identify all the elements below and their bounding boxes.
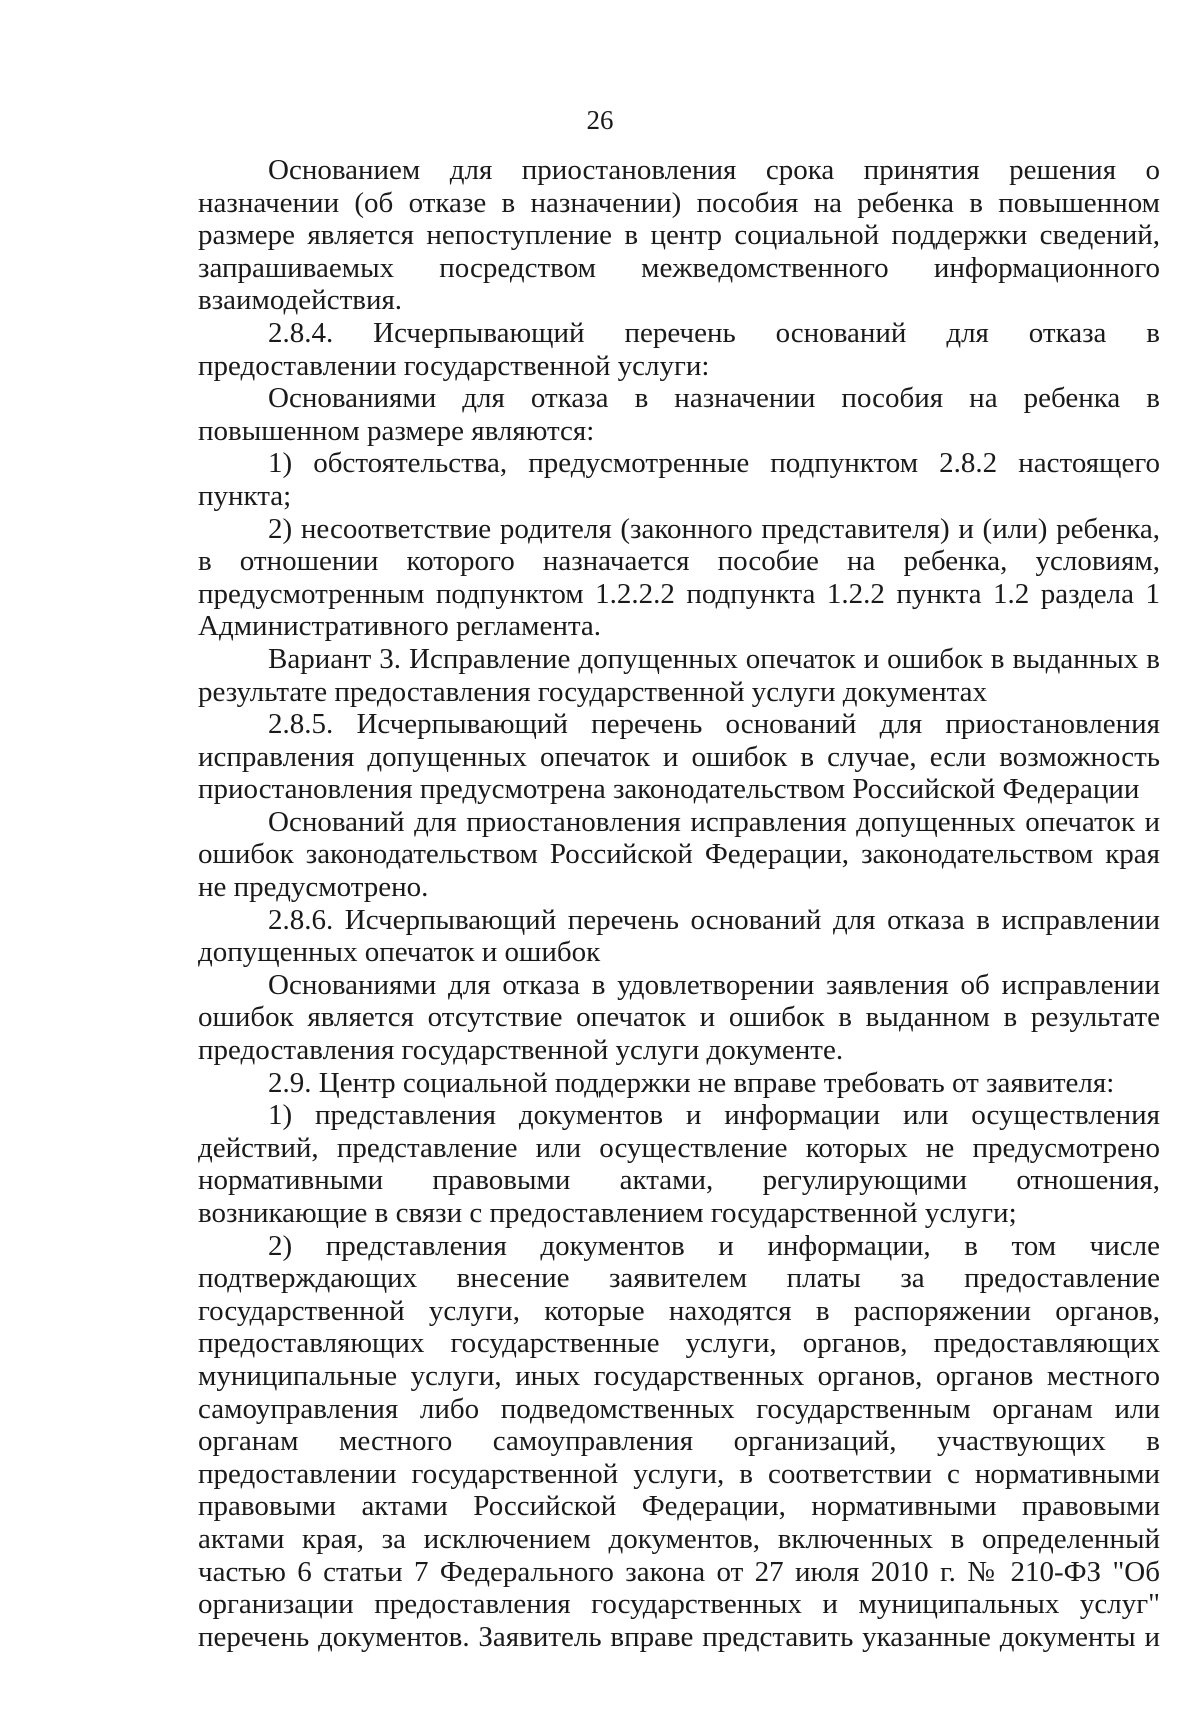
list-item-prohibited-2: 2) представления документов и информации, в том числе подтверждающих внесение заявителем платы за предоставление государственной услуги, которые находятся в распоряжении органов, предоставляющих государственные услуги, органов, предоставляющих муниципальные услуги, иных государственных органов, органов местного самоуправления либо подведомственных государственным органам или органам местного самоуправления организаций, участвующих в предоставлении государственной услуги, в соответствии с нормативными правовыми актами Российской Федерации, нормативными правовыми актами края, за исключением документов, включенных в определенный частью 6 статьи 7 Федерального закона от 27 июля 2010 г. № 210-ФЗ "Об организации предоставления государственных и муниципальных услуг" перечень документов. Заявитель вправе представить указанные документы и [198, 1229, 1160, 1653]
paragraph-suspension-grounds: Основанием для приостановления срока принятия решения о назначении (об отказе в назначении) пособия на ребенка в повышенном размере является непоступление в центр социальной поддержки сведений, запрашиваемых посредством межведомственного информационного взаимодействия. [198, 154, 1160, 317]
page-number: 26 [586, 105, 614, 135]
list-item-refusal-1: 1) обстоятельства, предусмотренные подпунктом 2.8.2 настоящего пункта; [198, 447, 1160, 512]
paragraph-correction-refusal-grounds: Основаниями для отказа в удовлетворении заявления об исправлении ошибок является отсутствие опечаток и ошибок в выданном в результате предоставления государственной услуги документе. [198, 968, 1160, 1067]
paragraph-2-9-heading: 2.9. Центр социальной поддержки не вправе требовать от заявителя: [268, 1066, 1115, 1099]
paragraph-2-8-6-heading: 2.8.6. Исчерпывающий перечень оснований для отказа в исправлении допущенных опечаток и ошибок [198, 903, 1160, 969]
list-item-prohibited-1: 1) представления документов и информации или осуществления действий, представление или осуществление которых не предусмотрено нормативными правовыми актами, регулирующими отношения, возникающие в связи с предоставлением государственной услуги; [198, 1099, 1160, 1229]
paragraph-2-8-4-heading: 2.8.4. Исчерпывающий перечень оснований для отказа в предоставлении государственной услуги: [198, 316, 1160, 382]
paragraph-no-suspension-grounds: Оснований для приостановления исправления допущенных опечаток и ошибок законодательством Российской Федерации, законодательством края не предусмотрено. [198, 805, 1160, 904]
list-item-refusal-2: 2) несоответствие родителя (законного представителя) и (или) ребенка, в отношении которого назначается пособие на ребенка, условиям, предусмотренным подпунктом 1.2.2.2 подпункта 1.2.2 пункта 1.2 раздела 1 Административного регламента. [198, 512, 1160, 643]
document-body [198, 154, 1160, 1653]
paragraph-refusal-grounds: Основаниями для отказа в назначении пособия на ребенка в повышенном размере являются: [198, 382, 1160, 447]
paragraph-variant-3: Вариант 3. Исправление допущенных опечаток и ошибок в выданных в результате предоставления государственной услуги документах [198, 642, 1160, 708]
paragraph-2-8-5-heading: 2.8.5. Исчерпывающий перечень оснований для приостановления исправления допущенных опечаток и ошибок в случае, если возможность приостановления предусмотрена законодательством Российской Федерации [198, 708, 1160, 806]
